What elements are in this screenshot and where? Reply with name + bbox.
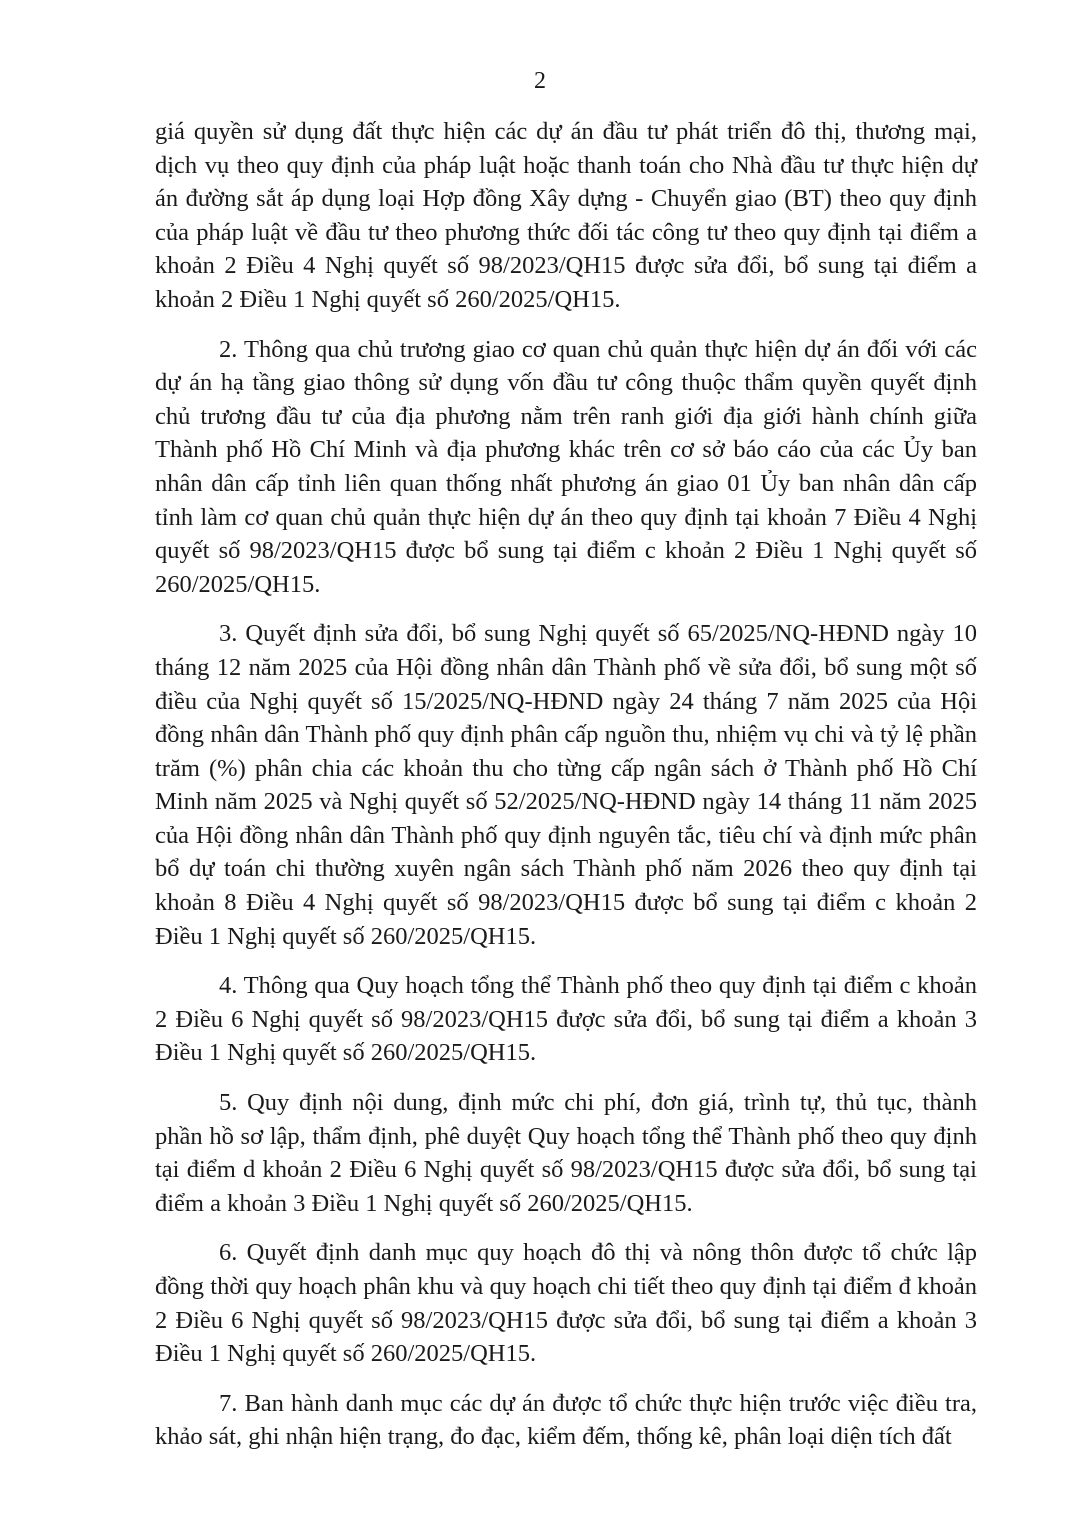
page-number: 2: [534, 68, 546, 94]
paragraph-continuation: giá quyền sử dụng đất thực hiện các dự án đầu tư phát triển đô thị, thương mại, dịch vụ theo quy định của pháp luật hoặc thanh toán cho Nhà đầu tư thực hiện dự án đường sắt áp dụng loại Hợp đồng Xây dựng - Chuyển giao (BT) theo quy định của pháp luật về đầu tư theo phương thức đối tác công tư theo quy định tại điểm a khoản 2 Điều 4 Nghị quyết số 98/2023/QH15 được sửa đổi, bổ sung tại điểm a khoản 2 Điều 1 Nghị quyết số 260/2025/QH15.: [155, 118, 977, 313]
paragraph-item-4: 4. Thông qua Quy hoạch tổng thể Thành phố theo quy định tại điểm c khoản 2 Điều 6 Nghị quyết số 98/2023/QH15 được sửa đổi, bổ sung tại điểm a khoản 3 Điều 1 Nghị quyết số 260/2025/QH15.: [155, 972, 977, 1067]
document-body: [155, 115, 977, 1454]
paragraph-item-6: 6. Quyết định danh mục quy hoạch đô thị và nông thôn được tổ chức lập đồng thời quy hoạch phân khu và quy hoạch chi tiết theo quy định tại điểm đ khoản 2 Điều 6 Nghị quyết số 98/2023/QH15 được sửa đổi, bổ sung tại điểm a khoản 3 Điều 1 Nghị quyết số 260/2025/QH15.: [155, 1239, 977, 1368]
paragraph-item-2: 2. Thông qua chủ trương giao cơ quan chủ quản thực hiện dự án đối với các dự án hạ tầng giao thông sử dụng vốn đầu tư công thuộc thẩm quyền quyết định chủ trương đầu tư của địa phương nằm trên ranh giới địa giới hành chính giữa Thành phố Hồ Chí Minh và địa phương khác trên cơ sở báo cáo của các Ủy ban nhân dân cấp tỉnh liên quan thống nhất phương án giao 01 Ủy ban nhân dân cấp tỉnh làm cơ quan chủ quản thực hiện dự án theo quy định tại khoản 7 Điều 4 Nghị quyết số 98/2023/QH15 được bổ sung tại điểm c khoản 2 Điều 1 Nghị quyết số 260/2025/QH15.: [155, 335, 977, 598]
paragraph-item-7: 7. Ban hành danh mục các dự án được tổ chức thực hiện trước việc điều tra, khảo sát, ghi nhận hiện trạng, đo đạc, kiểm đếm, thống kê, phân loại diện tích đất: [155, 1389, 977, 1451]
paragraph-item-5: 5. Quy định nội dung, định mức chi phí, đơn giá, trình tự, thủ tục, thành phần hồ sơ lập, thẩm định, phê duyệt Quy hoạch tổng thể Thành phố theo quy định tại điểm d khoản 2 Điều 6 Nghị quyết số 98/2023/QH15 được sửa đổi, bổ sung tại điểm a khoản 3 Điều 1 Nghị quyết số 260/2025/QH15.: [155, 1089, 977, 1217]
paragraph-item-3: 3. Quyết định sửa đổi, bổ sung Nghị quyết số 65/2025/NQ-HĐND ngày 10 tháng 12 năm 2025 của Hội đồng nhân dân Thành phố về sửa đổi, bổ sung một số điều của Nghị quyết số 15/2025/NQ-HĐND ngày 24 tháng 7 năm 2025 của Hội đồng nhân dân Thành phố quy định phân cấp nguồn thu, nhiệm vụ chi và tỷ lệ phần trăm (%) phân chia các khoản thu cho từng cấp ngân sách ở Thành phố Hồ Chí Minh năm 2025 và Nghị quyết số 52/2025/NQ-HĐND ngày 14 tháng 11 năm 2025 của Hội đồng nhân dân Thành phố quy định nguyên tắc, tiêu chí và định mức phân bổ dự toán chi thường xuyên ngân sách Thành phố năm 2026 theo quy định tại khoản 8 Điều 4 Nghị quyết số 98/2023/QH15 được bổ sung tại điểm c khoản 2 Điều 1 Nghị quyết số 260/2025/QH15.: [155, 620, 977, 950]
